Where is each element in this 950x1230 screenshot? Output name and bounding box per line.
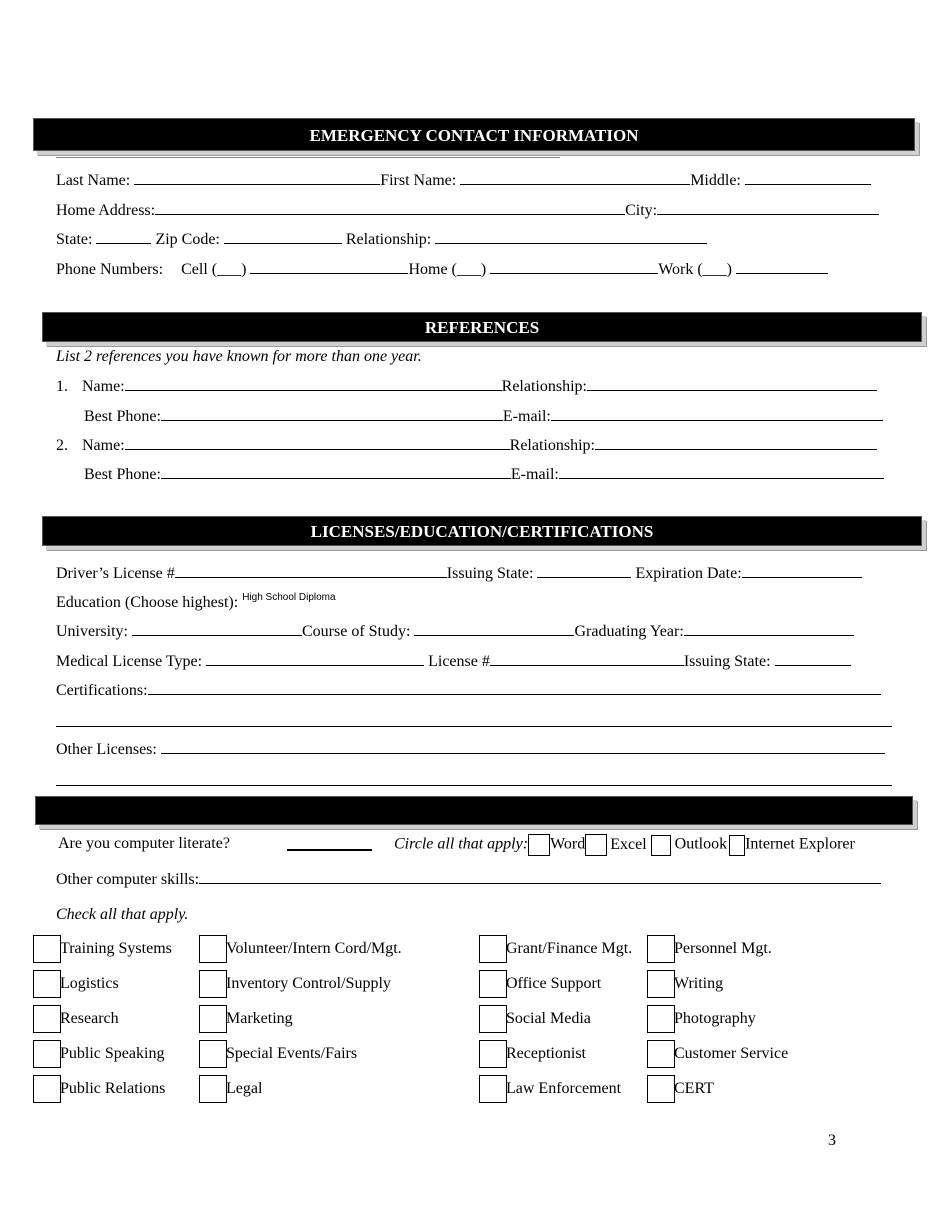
reference-1-email-label: E-mail:	[502, 408, 551, 425]
education-select[interactable]: High School Diploma	[242, 592, 336, 603]
skill-label: Writing	[674, 975, 724, 992]
checkbox[interactable]	[33, 935, 61, 963]
last-name-label: Last Name:	[56, 172, 131, 189]
reference-2-phone-field[interactable]	[161, 465, 511, 479]
other-licenses-field[interactable]	[161, 740, 885, 754]
computer-literate-label: Are you computer literate?	[58, 835, 230, 852]
skill-photography[interactable]	[647, 1005, 756, 1033]
skills-header	[35, 796, 913, 825]
reference-1-phone-field[interactable]	[161, 407, 503, 421]
middle-label: Middle:	[690, 172, 741, 189]
home-address-label: Home Address:	[56, 202, 156, 219]
computer-literate-row	[58, 834, 230, 854]
excel-checkbox[interactable]	[585, 834, 607, 856]
checkbox[interactable]	[647, 935, 675, 963]
reference-1-relationship-field[interactable]	[587, 377, 877, 391]
skill-logistics[interactable]	[33, 970, 119, 998]
licenses-header	[42, 516, 922, 546]
education-label: Education (Choose highest):	[56, 594, 239, 611]
reference-1-number: 1.	[56, 378, 68, 395]
skill-public-speaking[interactable]	[33, 1040, 164, 1068]
skill-label: Marketing	[226, 1010, 293, 1027]
skill-label: Office Support	[506, 975, 602, 992]
expiration-label: Expiration Date:	[635, 565, 742, 582]
skill-label: Customer Service	[674, 1045, 789, 1062]
home-phone-field[interactable]	[490, 260, 658, 274]
work-phone-label: Work (___)	[658, 261, 733, 278]
licenses-title: LICENSES/EDUCATION/CERTIFICATIONS	[310, 522, 654, 541]
city-label: City:	[625, 202, 658, 219]
skill-office-support[interactable]	[479, 970, 601, 998]
outlook-checkbox[interactable]	[651, 835, 671, 856]
skill-marketing[interactable]	[199, 1005, 293, 1033]
checkbox[interactable]	[647, 1005, 675, 1033]
emergency-contact-title: EMERGENCY CONTACT INFORMATION	[309, 126, 639, 145]
checkbox[interactable]	[33, 970, 61, 998]
cell-label: Cell (___)	[181, 261, 247, 278]
reference-1-phone-row	[84, 407, 883, 427]
other-licenses-row	[56, 740, 885, 760]
university-row	[56, 622, 854, 642]
checkbox[interactable]	[647, 970, 675, 998]
checkbox[interactable]	[199, 935, 227, 963]
course-label: Course of Study:	[302, 623, 411, 640]
state-row	[56, 230, 707, 250]
skill-label: Legal	[226, 1080, 263, 1097]
education-row	[56, 593, 336, 615]
certifications-label: Certifications:	[56, 682, 148, 699]
checkbox[interactable]	[479, 1005, 507, 1033]
address-row	[56, 201, 879, 221]
skill-personnel-mgt[interactable]	[647, 935, 772, 963]
skill-writing[interactable]	[647, 970, 723, 998]
checkbox[interactable]	[479, 970, 507, 998]
skill-label: Volunteer/Intern Cord/Mgt.	[226, 940, 402, 957]
outlook-label: Outlook	[674, 835, 728, 853]
checkbox[interactable]	[199, 1040, 227, 1068]
other-skills-field[interactable]	[199, 870, 881, 884]
excel-label: Excel	[610, 835, 647, 853]
certifications-field[interactable]	[148, 681, 881, 695]
other-licenses-label: Other Licenses:	[56, 741, 157, 758]
internet-explorer-checkbox[interactable]	[729, 835, 745, 856]
references-title: REFERENCES	[424, 318, 540, 337]
skill-label: Personnel Mgt.	[674, 940, 772, 957]
checkbox[interactable]	[199, 1075, 227, 1103]
reference-1-name-label: Name:	[82, 378, 125, 395]
skill-legal[interactable]	[199, 1075, 262, 1103]
reference-2-email-label: E-mail:	[510, 466, 559, 483]
reference-1-name-field[interactable]	[125, 377, 502, 391]
skill-grant-finance[interactable]	[479, 935, 632, 963]
relationship-field[interactable]	[435, 230, 707, 244]
skill-customer-service[interactable]	[647, 1040, 788, 1068]
reference-2-number: 2.	[56, 437, 68, 454]
skill-receptionist[interactable]	[479, 1040, 586, 1068]
reference-1-relationship-label: Relationship:	[501, 378, 587, 395]
word-checkbox[interactable]	[528, 834, 550, 856]
phone-numbers-label: Phone Numbers:	[56, 261, 164, 278]
checkbox[interactable]	[479, 1075, 507, 1103]
skill-label: Public Speaking	[60, 1045, 165, 1062]
skill-inventory-control[interactable]	[199, 970, 391, 998]
checkbox[interactable]	[199, 1005, 227, 1033]
skill-law-enforcement[interactable]	[479, 1075, 621, 1103]
certifications-extra-line[interactable]	[56, 726, 892, 727]
skill-label: Logistics	[60, 975, 119, 992]
skill-social-media[interactable]	[479, 1005, 591, 1033]
reference-2-phone-label: Best Phone:	[84, 466, 161, 483]
references-instruction: List 2 references you have known for more than one year.	[56, 348, 422, 365]
word-label: Word	[550, 835, 586, 853]
skill-label: CERT	[674, 1080, 714, 1097]
zip-field[interactable]	[224, 230, 342, 244]
skill-volunteer-intern[interactable]	[199, 935, 402, 963]
other-skills-label: Other computer skills:	[56, 871, 200, 888]
emergency-contact-header	[33, 118, 915, 151]
license-number-field[interactable]	[490, 652, 684, 666]
other-skills-row	[56, 870, 881, 890]
skill-label: Public Relations	[60, 1080, 166, 1097]
expiration-field[interactable]	[742, 564, 862, 578]
references-header	[42, 312, 922, 342]
checkbox[interactable]	[33, 1075, 61, 1103]
medical-license-label: Medical License Type:	[56, 653, 203, 670]
issuing-state-2-label: Issuing State:	[683, 653, 771, 670]
skill-label: Training Systems	[60, 940, 172, 957]
header-underline	[56, 157, 560, 158]
middle-field[interactable]	[745, 171, 871, 185]
certifications-row	[56, 681, 881, 701]
drivers-license-field[interactable]	[175, 564, 447, 578]
license-number-label: License #	[428, 653, 490, 670]
checkbox[interactable]	[199, 970, 227, 998]
skill-label: Receptionist	[506, 1045, 586, 1062]
state-field[interactable]	[96, 230, 151, 244]
skill-cert[interactable]	[647, 1075, 714, 1103]
home-address-field[interactable]	[155, 201, 625, 215]
reference-2-name-label: Name:	[82, 437, 125, 454]
zip-label: Zip Code:	[155, 231, 220, 248]
computer-literate-field[interactable]	[287, 849, 372, 851]
issuing-state-field[interactable]	[537, 564, 631, 578]
cell-field[interactable]	[250, 260, 408, 274]
reference-2-email-field[interactable]	[559, 465, 884, 479]
checkbox[interactable]	[33, 1040, 61, 1068]
university-field[interactable]	[132, 622, 302, 636]
course-field[interactable]	[414, 622, 574, 636]
reference-2-name-field[interactable]	[125, 436, 510, 450]
other-licenses-extra-line[interactable]	[56, 785, 892, 786]
software-row	[394, 834, 855, 856]
skill-label: Grant/Finance Mgt.	[506, 940, 633, 957]
checkbox[interactable]	[479, 1040, 507, 1068]
first-name-field[interactable]	[460, 171, 690, 185]
state-label: State:	[56, 231, 93, 248]
drivers-license-row	[56, 564, 862, 584]
skill-label: Inventory Control/Supply	[226, 975, 391, 992]
reference-1-email-field[interactable]	[551, 407, 883, 421]
skill-label: Special Events/Fairs	[226, 1045, 358, 1062]
checkbox[interactable]	[647, 1040, 675, 1068]
skill-training-systems[interactable]	[33, 935, 172, 963]
skill-label: Law Enforcement	[506, 1080, 622, 1097]
drivers-license-label: Driver’s License #	[56, 565, 175, 582]
checkbox[interactable]	[647, 1075, 675, 1103]
issuing-state-2-field[interactable]	[775, 652, 851, 666]
reference-1-name-row	[56, 377, 877, 397]
grad-year-field[interactable]	[684, 622, 854, 636]
home-phone-label: Home (___)	[408, 261, 487, 278]
skill-label: Social Media	[506, 1010, 591, 1027]
reference-2-phone-row	[84, 465, 884, 485]
reference-2-relationship-label: Relationship:	[509, 437, 595, 454]
skill-label: Research	[60, 1010, 119, 1027]
name-row	[56, 171, 871, 191]
issuing-state-label: Issuing State:	[446, 565, 534, 582]
relationship-label: Relationship:	[345, 231, 432, 248]
skill-research[interactable]	[33, 1005, 119, 1033]
medical-license-row	[56, 652, 851, 672]
skill-special-events[interactable]	[199, 1040, 357, 1068]
reference-2-name-row	[56, 436, 877, 456]
phone-row	[56, 260, 828, 280]
first-name-label: First Name:	[380, 172, 457, 189]
page-number: 3	[828, 1132, 836, 1149]
last-name-field[interactable]	[134, 171, 380, 185]
check-all-label: Check all that apply.	[56, 906, 189, 923]
skill-public-relations[interactable]	[33, 1075, 165, 1103]
grad-year-label: Graduating Year:	[574, 623, 684, 640]
university-label: University:	[56, 623, 128, 640]
work-phone-field[interactable]	[736, 260, 828, 274]
medical-license-field[interactable]	[206, 652, 424, 666]
circle-all-label: Circle all that apply:	[394, 835, 529, 853]
checkbox[interactable]	[479, 935, 507, 963]
skill-label: Photography	[674, 1010, 756, 1027]
internet-explorer-label: Internet Explorer	[745, 835, 855, 853]
city-field[interactable]	[657, 201, 879, 215]
reference-1-phone-label: Best Phone:	[84, 408, 161, 425]
reference-2-relationship-field[interactable]	[595, 436, 877, 450]
checkbox[interactable]	[33, 1005, 61, 1033]
